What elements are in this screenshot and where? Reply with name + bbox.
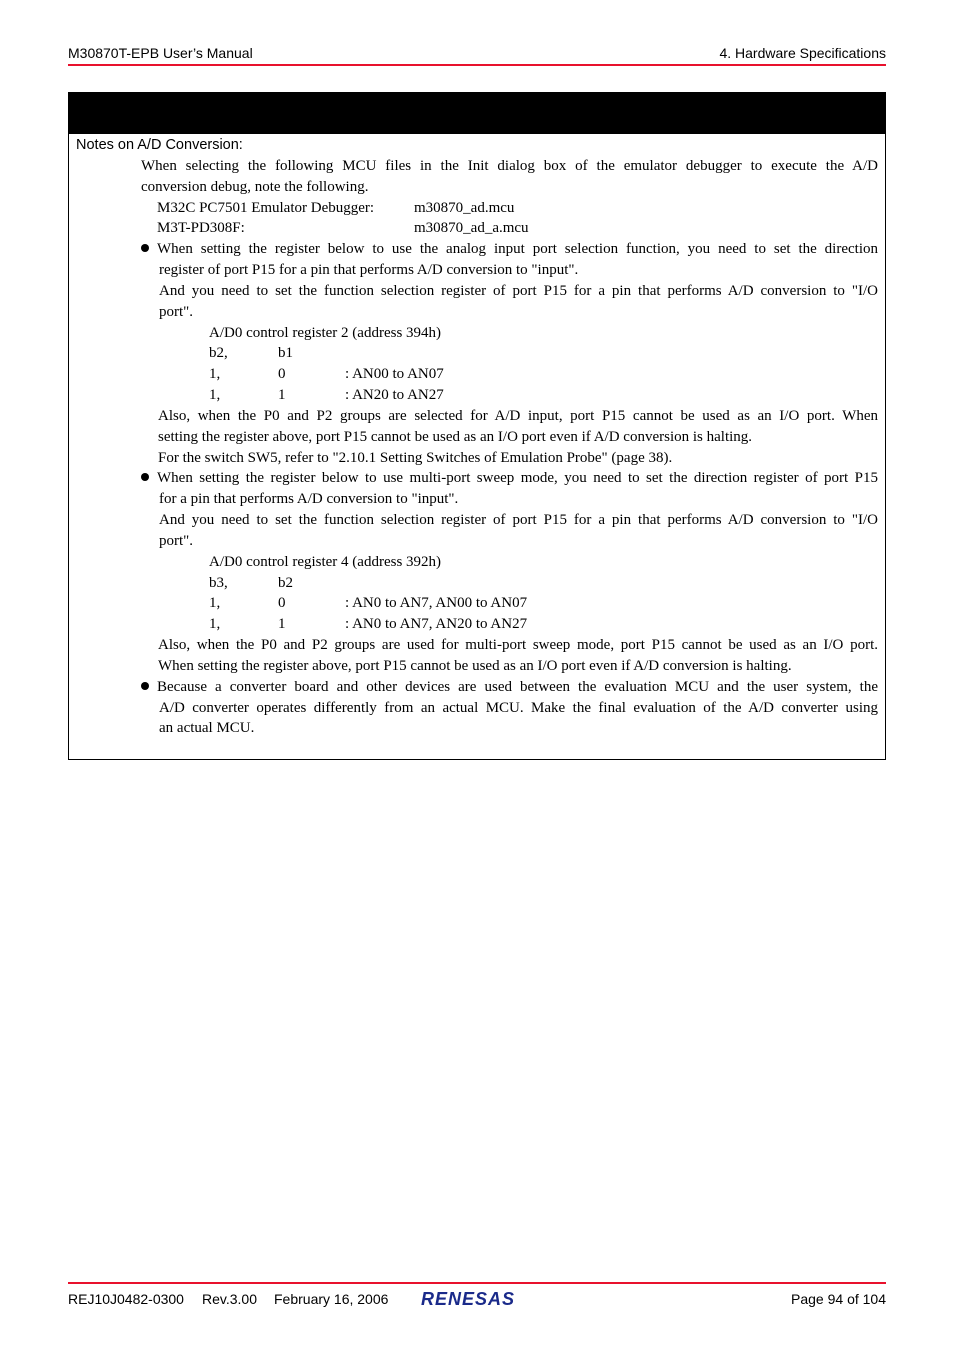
register-name: A/D0 control register 2 (address 394h) — [209, 325, 442, 341]
note-line: When setting the register above, port P15 cannot be used as an I/O port even if A/D conversion is halting. — [158, 658, 792, 674]
note-line: setting the register above, port P15 cannot be used as an I/O port even if A/D conversion is halting. — [158, 429, 753, 445]
bullet-dot-icon — [141, 473, 149, 481]
bullet-line: register of port P15 for a pin that performs A/D conversion to "input". — [159, 262, 579, 278]
intro-line: When selecting the following MCU files in the Init dialog box of the emulator debugger to execute the A/D — [141, 158, 878, 174]
notes-title: Notes on A/D Conversion: — [76, 137, 243, 153]
renesas-logo — [420, 1288, 534, 1315]
doc-number: REJ10J0482-0300 — [68, 1291, 184, 1307]
svg-text:RENESAS: RENESAS — [421, 1289, 516, 1309]
bit-description: : AN0 to AN7, AN20 to AN27 — [345, 616, 528, 632]
note-line: Also, when the P0 and P2 groups are used for multi-port sweep mode, port P15 cannot be used as an I/O port. — [158, 637, 878, 653]
note-line: For the switch SW5, refer to "2.10.1 Setting Switches of Emulation Probe" (page 38). — [158, 450, 673, 466]
revision: Rev.3.00 — [202, 1291, 257, 1307]
bullet-line: for a pin that performs A/D conversion to "input". — [159, 491, 459, 507]
footer-rule — [68, 1282, 886, 1284]
bit-description: : AN00 to AN07 — [345, 366, 444, 382]
bullet-dot-icon — [141, 244, 149, 252]
section-title: 4. Hardware Specifications — [719, 45, 886, 61]
bit-value: 1 — [278, 387, 286, 403]
bullet-line: And you need to set the function selection register of port P15 for a pin that performs A/D conversion to "I/O — [159, 512, 878, 528]
bit-value: 1, — [209, 595, 221, 611]
bit-value: 1 — [278, 616, 286, 632]
header-rule — [68, 64, 886, 66]
manual-title: M30870T-EPB User’s Manual — [68, 45, 253, 61]
bit-value: 1, — [209, 387, 221, 403]
bullet-line: port". — [159, 304, 194, 320]
bit-value: 0 — [278, 366, 286, 382]
debugger-name: M3T-PD308F: — [157, 220, 245, 236]
bit-value: 1, — [209, 366, 221, 382]
bit-description: : AN20 to AN27 — [345, 387, 444, 403]
page-number: Page 94 of 104 — [791, 1291, 886, 1307]
bit-header: b2, — [209, 345, 228, 361]
debugger-file: m30870_ad_a.mcu — [414, 220, 529, 236]
bullet-line: port". — [159, 533, 194, 549]
debugger-file: m30870_ad.mcu — [414, 200, 515, 216]
bullet-line: When setting the register below to use the analog input port selection function, you need to set the direction — [157, 241, 878, 257]
note-line: Also, when the P0 and P2 groups are selected for A/D input, port P15 cannot be used as an I/O port. When — [158, 408, 878, 424]
bit-header: b1 — [278, 345, 293, 361]
bit-description: : AN0 to AN7, AN00 to AN07 — [345, 595, 528, 611]
intro-line: conversion debug, note the following. — [141, 179, 369, 195]
bullet-line: Because a converter board and other devices are used between the evaluation MCU and the user system, the — [157, 679, 878, 695]
debugger-name: M32C PC7501 Emulator Debugger: — [157, 200, 375, 216]
bit-value: 0 — [278, 595, 286, 611]
bullet-dot-icon — [141, 682, 149, 690]
bullet-line: When setting the register below to use multi-port sweep mode, you need to set the direction register of port P15 — [157, 470, 878, 486]
bullet-line: A/D converter operates differently from an actual MCU. Make the final evaluation of the A/D converter using — [159, 700, 878, 716]
publish-date: February 16, 2006 — [274, 1291, 389, 1307]
bullet-line: And you need to set the function selection register of port P15 for a pin that performs A/D conversion to "I/O — [159, 283, 878, 299]
bit-header: b3, — [209, 575, 228, 591]
bit-value: 1, — [209, 616, 221, 632]
bit-header: b2 — [278, 575, 293, 591]
bullet-line: an actual MCU. — [159, 720, 255, 736]
register-name: A/D0 control register 4 (address 392h) — [209, 554, 442, 570]
notes-box-title-bar — [69, 93, 885, 134]
